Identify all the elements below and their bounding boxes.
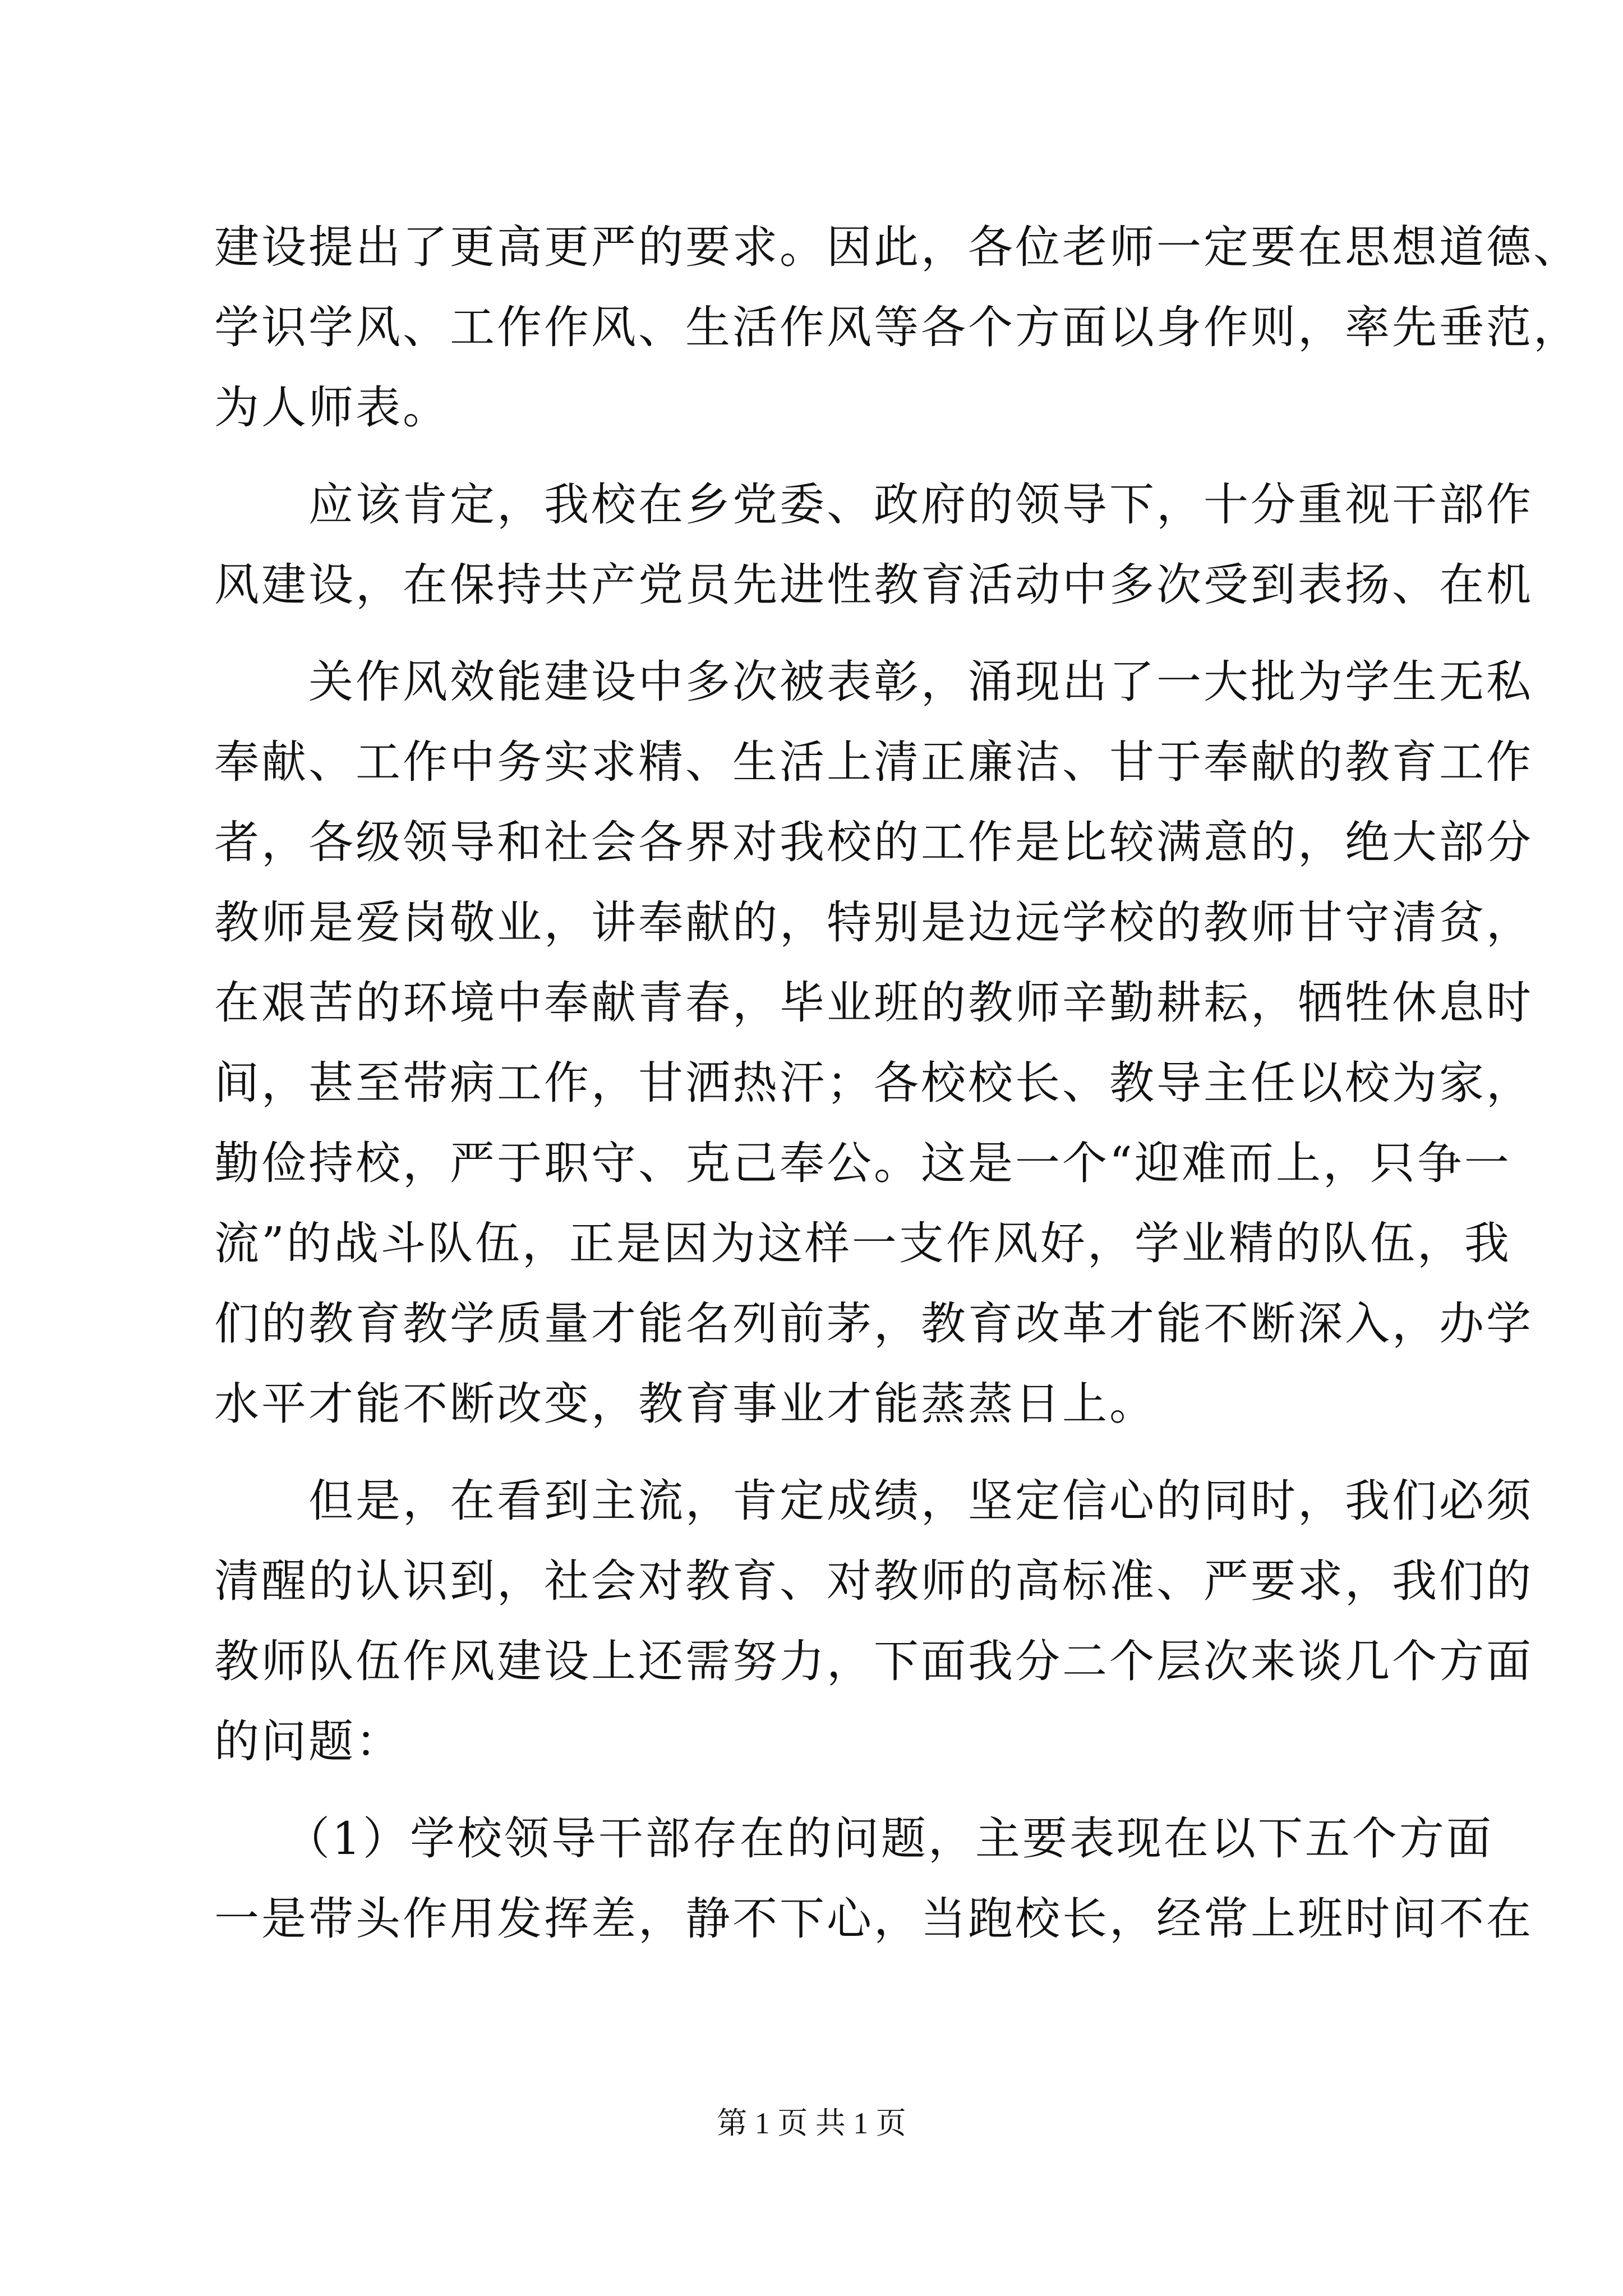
text-line: 奉献、工作中务实求精、生活上清正廉洁、甘于奉献的教育工作 bbox=[214, 736, 1533, 788]
text-line: 风建设，在保持共产党员先进性教育活动中多次受到表扬、在机 bbox=[214, 559, 1533, 611]
document-body bbox=[214, 207, 1580, 1959]
text-line: 教师队伍作风建设上还需努力，下面我分二个层次来谈几个方面 bbox=[214, 1635, 1533, 1687]
text-line: 们的教育教学质量才能名列前茅，教育改革才能不断深入，办学 bbox=[214, 1297, 1533, 1350]
text-line: 间，甚至带病工作，甘洒热汗；各校校长、教导主任以校为家， bbox=[214, 1057, 1533, 1109]
text-line: 教师是爱岗敬业，讲奉献的，特别是边远学校的教师甘守清贫， bbox=[214, 896, 1533, 949]
text-line: （1）学校领导干部存在的问题，主要表现在以下五个方面 bbox=[285, 1812, 1493, 1865]
text-line: 一是带头作用发挥差，静不下心，当跑校长，经常上班时间不在 bbox=[214, 1893, 1533, 1945]
text-line: 为人师表。 bbox=[214, 381, 450, 434]
text-line: 应该肯定，我校在乡党委、政府的领导下，十分重视干部作 bbox=[308, 478, 1533, 531]
text-line: 但是，在看到主流，肯定成绩，坚定信心的同时，我们必须 bbox=[308, 1475, 1533, 1527]
page-footer: 第 1 页 共 1 页 bbox=[717, 2106, 906, 2140]
text-line: 者，各级领导和社会各界对我校的工作是比较满意的，绝大部分 bbox=[214, 816, 1533, 868]
text-line: 流”的战斗队伍，正是因为这样一支作风好，学业精的队伍，我 bbox=[214, 1217, 1511, 1269]
text-line: 学识学风、工作作风、生活作风等各个方面以身作则，率先垂范， bbox=[214, 301, 1580, 353]
text-line: 关作风效能建设中多次被表彰，涌现出了一大批为学生无私 bbox=[308, 656, 1533, 708]
text-line: 在艰苦的环境中奉献青春，毕业班的教师辛勤耕耘，牺牲休息时 bbox=[214, 977, 1533, 1029]
text-line: 水平才能不断改变，教育事业才能蒸蒸日上。 bbox=[214, 1378, 1156, 1430]
text-line: 清醒的认识到，社会对教育、对教师的高标准、严要求，我们的 bbox=[214, 1555, 1533, 1607]
text-line: 的问题： bbox=[214, 1715, 403, 1768]
text-line: 建设提出了更高更严的要求。因此，各位老师一定要在思想道德、 bbox=[214, 221, 1580, 273]
text-line: 勤俭持校，严于职守、克己奉公。这是一个“迎难而上，只争一 bbox=[214, 1137, 1511, 1189]
